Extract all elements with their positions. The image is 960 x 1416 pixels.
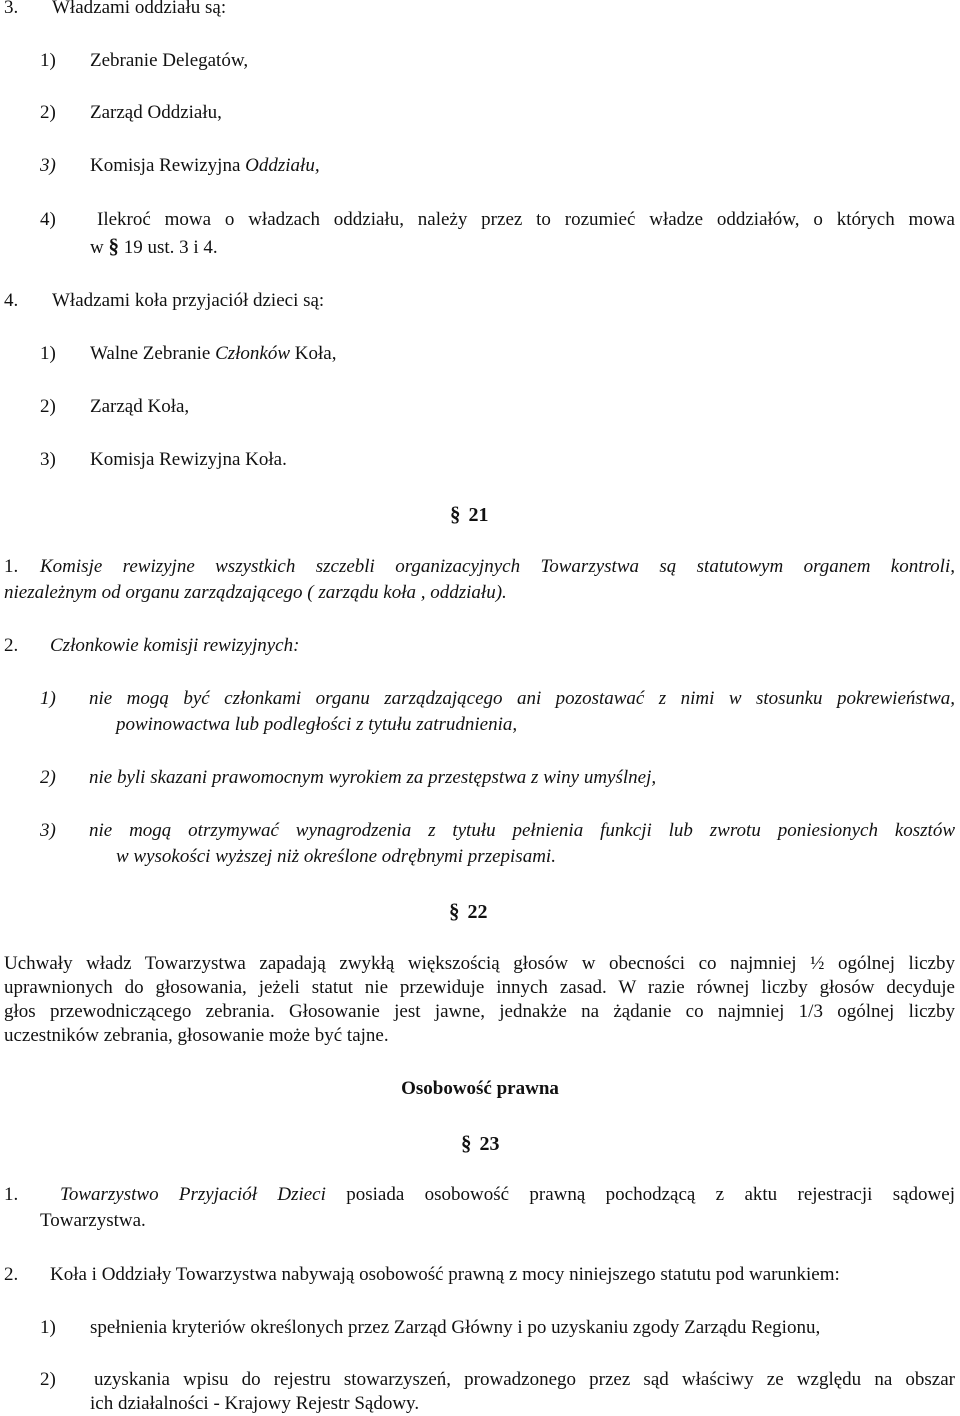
par23-item-line1: uzyskania wpisu do rejestru stowarzyszeń, prowadzonego przez sąd właściwy ze względu na obszar <box>94 1369 955 1390</box>
section-sign-icon: § <box>108 234 119 258</box>
sec3-number: 3. <box>4 0 19 18</box>
sec3-item-ref: 19 ust. 3 i 4. <box>118 237 218 258</box>
par21-p1-line2: niezależnym od organu zarządzającego ( zarządu koła , oddziału). <box>4 582 507 603</box>
par23-p1-line2: Towarzystwa. <box>40 1210 146 1231</box>
sec3-item-text-italic: Oddziału, <box>245 155 320 176</box>
par23-p2-text: Koła i Oddziały Towarzystwa nabywają osobowość prawną z mocy niniejszego statutu pod warunkiem: <box>50 1264 840 1285</box>
sec4-item-text: Zarząd Koła, <box>90 396 190 417</box>
par23-p1-number: 1. <box>4 1184 19 1205</box>
par21-p2-heading: Członkowie komisji rewizyjnych: <box>50 635 300 656</box>
sec4-item-number: 1) <box>40 343 56 364</box>
sec3-item-text: Zarząd Oddziału, <box>90 102 222 123</box>
sec4-item-text <box>90 343 336 365</box>
sec3-item-text: Zebranie Delegatów, <box>90 50 249 71</box>
par22-line: uprawnionych do głosowania, jeżeli statut nie przewiduje innych zasad. W razie równej liczby głosów decyduje <box>4 977 955 998</box>
par21-item-number: 3) <box>40 820 56 841</box>
sec3-item-number: 3) <box>40 155 56 176</box>
sec4-item-text-pre: Walne Zebranie <box>90 343 216 364</box>
par21-p1-number: 1. <box>4 556 19 577</box>
sec3-item-number: 2) <box>40 102 56 123</box>
section-sign-icon: § <box>450 502 461 526</box>
par23-p1-line1 <box>60 1184 955 1206</box>
par22-line: Uchwały władz Towarzystwa zapadają zwykłą większością głosów w obecności co najmniej ½ ogólnej liczby <box>4 953 955 974</box>
par23-item-number: 2) <box>40 1369 56 1390</box>
par23-p1-rest: posiada osobowość prawną pochodzącą z aktu rejestracji sądowej <box>325 1184 955 1205</box>
par22-line: głos przewodniczącego zebrania. Głosowanie jest jawne, jednakże na żądanie co najmniej 1/3 ogólnej liczby <box>4 1001 955 1022</box>
sec4-item-text: Komisja Rewizyjna Koła. <box>90 449 287 470</box>
par23-item-line2: ich działalności - Krajowy Rejestr Sądowy. <box>90 1393 420 1414</box>
section-sign-icon: § <box>461 1131 472 1155</box>
organization-name: Towarzystwo Przyjaciół Dzieci <box>60 1184 326 1205</box>
sec4-number: 4. <box>4 290 19 311</box>
section-sign-icon: § <box>449 899 460 923</box>
sec4-item-text-post: Koła, <box>290 343 337 364</box>
sec3-item-text-w: w <box>90 237 109 258</box>
par21-item-line1: nie mogą otrzymywać wynagrodzenia z tytułu pełnienia funkcji lub zwrotu poniesionych kosztów <box>89 820 955 841</box>
sec3-item-number: 1) <box>40 50 56 71</box>
sec3-heading: Władzami oddziału są: <box>52 0 227 18</box>
par23-p2-number: 2. <box>4 1264 19 1285</box>
paragraph-number: 23 <box>479 1133 500 1155</box>
sec3-item-text-line2 <box>90 235 218 259</box>
par21-p1-line1: Komisje rewizyjne wszystkich szczebli organizacyjnych Towarzystwa są statutowym organem kontroli, <box>40 556 955 577</box>
sec3-item-text-pre: Komisja Rewizyjna <box>90 155 246 176</box>
par21-item-number: 1) <box>40 688 56 709</box>
sec3-item-text-line1: Ilekroć mowa o władzach oddziału, należy przez to rozumieć władze oddziałów, o których mowa <box>97 209 955 230</box>
par23-item-number: 1) <box>40 1317 56 1338</box>
sec3-item-text <box>90 155 320 177</box>
paragraph-23-heading <box>461 1132 500 1155</box>
sec4-item-number: 2) <box>40 396 56 417</box>
legal-personality-heading: Osobowość prawna <box>401 1078 559 1099</box>
paragraph-22-heading <box>449 900 488 923</box>
par21-item-line1: nie byli skazani prawomocnym wyrokiem za przestępstwa z winy umyślnej, <box>89 767 657 788</box>
par21-item-line2: w wysokości wyższej niż określone odrębnymi przepisami. <box>116 846 556 867</box>
paragraph-number: 21 <box>468 504 489 526</box>
paragraph-21-heading <box>450 503 489 526</box>
sec4-item-text-italic: Członków <box>215 343 291 364</box>
sec4-item-number: 3) <box>40 449 56 470</box>
sec4-heading: Władzami koła przyjaciół dzieci są: <box>52 290 325 311</box>
par23-item-line1: spełnienia kryteriów określonych przez Zarząd Główny i po uzyskaniu zgody Zarządu Regionu, <box>90 1317 821 1338</box>
par21-item-number: 2) <box>40 767 56 788</box>
par21-item-line2: powinowactwa lub podległości z tytułu zatrudnienia, <box>116 714 518 735</box>
par21-item-line1: nie mogą być członkami organu zarządzającego ani pozostawać z nimi w stosunku pokrewieństwa, <box>89 688 955 709</box>
par21-p2-number: 2. <box>4 635 19 656</box>
par22-line: uczestników zebrania, głosowanie może być tajne. <box>4 1025 389 1046</box>
sec3-item-number: 4) <box>40 209 56 230</box>
paragraph-number: 22 <box>467 901 488 923</box>
